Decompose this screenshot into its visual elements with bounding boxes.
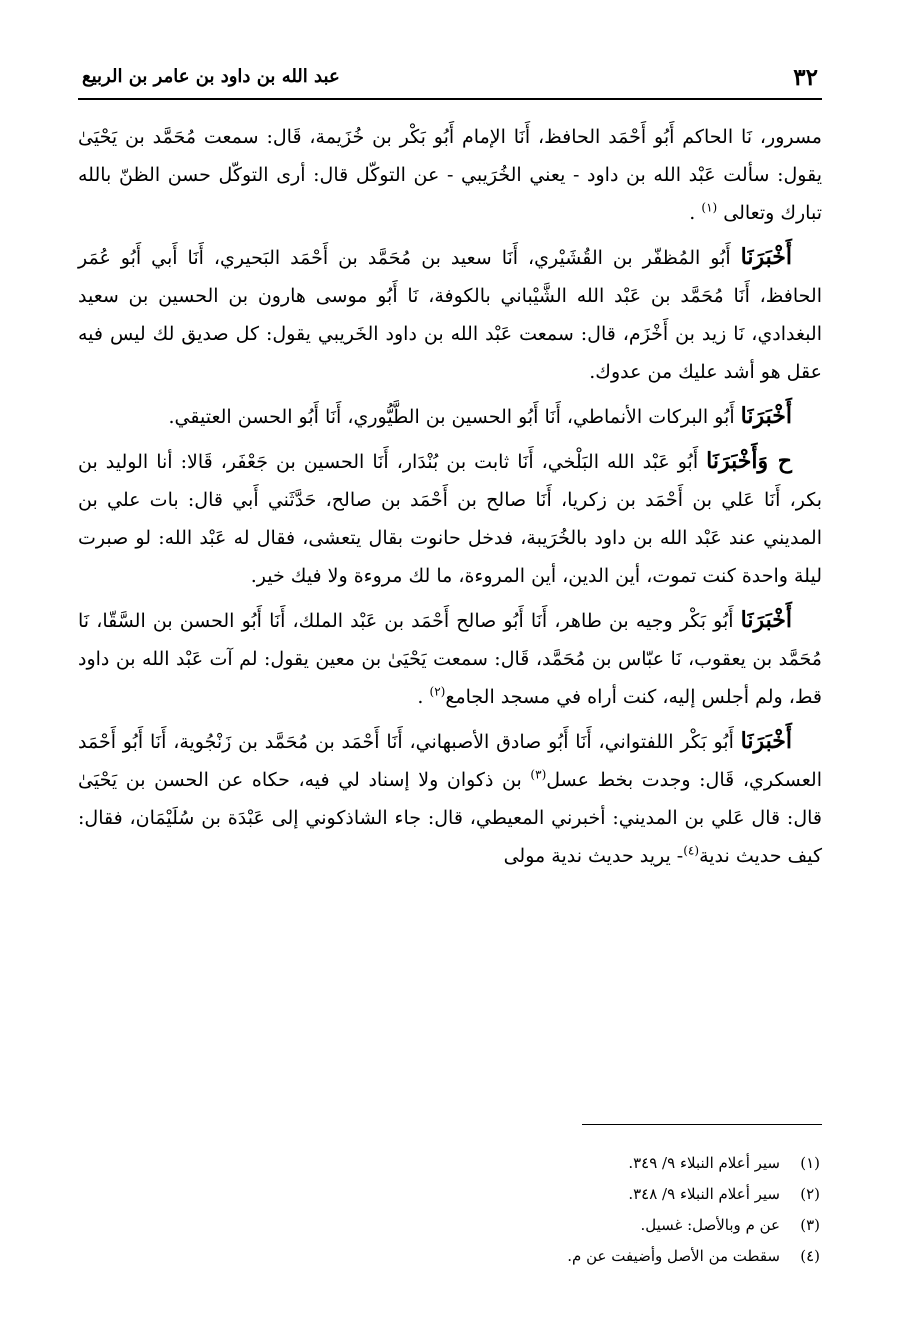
footnotes	[78, 1148, 822, 1272]
lead-word: أَخْبَرَنَا	[740, 728, 792, 754]
paragraph-6	[78, 722, 822, 875]
page-number: ٣٢	[793, 64, 818, 91]
running-title: عبد الله بن داود بن عامر بن الربيع	[82, 66, 340, 87]
paragraph-4	[78, 442, 822, 595]
main-text	[78, 118, 822, 881]
paragraph-text: أَبُو البركات الأنماطي، أَنَا أَبُو الحسين بن الطَّيُّوري، أَنَا أَبُو الحسن العتيقي.	[168, 406, 741, 428]
footnote-number: (٢)	[800, 1185, 820, 1203]
footnote-ref: (١)	[701, 200, 718, 215]
footnote-ref: (٢)	[429, 684, 446, 699]
paragraph-2	[78, 238, 822, 391]
paragraph-tail: .	[689, 202, 702, 224]
paragraph-3	[78, 397, 822, 436]
paragraph-1	[78, 118, 822, 232]
footnote-divider	[582, 1124, 822, 1125]
footnote-ref: (٣)	[530, 767, 547, 782]
paragraph-tail: .	[417, 686, 430, 708]
footnote-number: (٣)	[800, 1216, 820, 1234]
paragraph-text: أَبُو المُظفّر بن القُشَيْري، أَنَا سعيد بن مُحَمَّد بن أَحْمَد البَحيري، أَنَا أَبي أَبُو عُمَر الحافظ، أَنَا مُحَمَّد بن عَبْد الله الشَّيْباني بالكوفة، نَا أَبُو موسى هارون بن الحسين بن سعيد البغدادي، نَا زيد بن أَخْزَم، قال: سمعت عَبْد الله بن داود الخَريبي يقول: كل صديق لك ليس فيه عقل هو أشد عليك من عدوك.	[78, 247, 822, 383]
footnote-number: (١)	[800, 1154, 820, 1172]
footnote-item	[78, 1241, 822, 1272]
paragraph-text: أَبُو بَكْر اللفتواني، أَنَا أَبُو صادق الأصبهاني، أَنَا أَحْمَد بن مُحَمَّد بن زَنْجُوية، أَنَا أَبُو أَحْمَد العسكري، قَال: وجدت بخط عسل	[78, 731, 822, 791]
footnote-text: سقطت من الأصل وأضيفت عن م.	[567, 1247, 780, 1265]
footnote-item	[78, 1210, 822, 1241]
footnote-text: عن م وبالأصل: غسيل.	[640, 1216, 780, 1234]
footnote-text: سير أعلام النبلاء ٩/ ٣٤٩.	[628, 1154, 780, 1172]
lead-word: أَخْبَرَنَا	[740, 244, 792, 270]
paragraph-5	[78, 601, 822, 716]
running-header	[78, 58, 822, 100]
lead-word: أَخْبَرَنَا	[740, 607, 792, 633]
paragraph-text: أَبُو بَكْر وجيه بن طاهر، أَنَا أَبُو صالح أَحْمَد بن عَبْد الملك، أَنَا أَبُو الحسن بن السَّقّا، نَا مُحَمَّد بن يعقوب، نَا عبّاس بن مُحَمَّد، قَال: سمعت يَحْيَىٰ بن معين يقول: لم آت عَبْد الله بن داود قط، ولم أجلس إليه، كنت أراه في مسجد الجامع	[78, 610, 822, 708]
lead-word: أَخْبَرَنَا	[740, 403, 792, 429]
footnote-ref: (٤)	[683, 843, 700, 858]
footnote-item	[78, 1148, 822, 1179]
lead-word: ح وَأَخْبَرَنَا	[706, 448, 792, 474]
footnote-item	[78, 1179, 822, 1210]
footnote-text: سير أعلام النبلاء ٩/ ٣٤٨.	[628, 1185, 780, 1203]
paragraph-text: أَبُو عَبْد الله البَلْخي، أَنَا ثابت بن بُنْدَار، أَنَا الحسين بن جَعْفَر، قَالا: أنا الوليد بن بكر، أَنَا عَلي بن أَحْمَد بن زكريا، أَنَا صالح بن أَحْمَد بن صالح، حَدَّثَني أَبي قال: بات علي بن المديني عند عَبْد الله بن داود بالخُرَيبة، فدخل حانوت بقال يتعشى، فقال له عَبْد الله: لو صبرت ليلة واحدة كنت تموت، أين الدين، أين المروءة، ما لك مروءة ولا فيك خير.	[78, 451, 822, 587]
paragraph-text: مسرور، نَا الحاكم أَبُو أَحْمَد الحافظ، أَنَا الإمام أَبُو بَكْر بن خُزَيمة، قَال: سمعت مُحَمَّد بن يَحْيَىٰ يقول: سألت عَبْد الله بن داود - يعني الخُرَيبي - عن التوكّل قال: أرى التوكّل حسن الظنّ بالله تبارك وتعالى	[78, 126, 822, 224]
footnote-number: (٤)	[800, 1247, 820, 1265]
paragraph-tail: بن ذكوان ولا إسناد لي فيه، حكاه عن الحسن بن يَحْيَىٰ قال: قال عَلي بن المديني: أخبرني المعيطي، قال: جاء الشاذكوني إلى عَبْدَة بن سُلَيْمَان، فقال: كيف حديث ندية	[78, 769, 822, 867]
paragraph-tail: - يريد حديث ندية مولى	[503, 845, 684, 867]
